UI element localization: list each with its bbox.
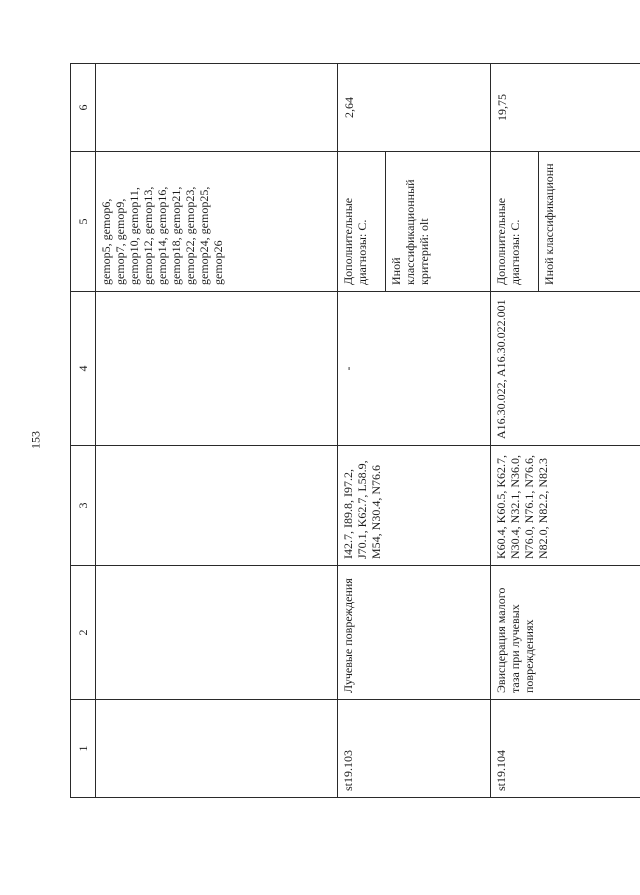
criteria-subtable <box>338 152 490 291</box>
header-row <box>71 64 96 798</box>
header-cell: 4 <box>71 292 96 446</box>
row-name: Лучевые повреждения <box>338 566 491 700</box>
header-cell: 3 <box>71 446 96 566</box>
row-code: st19.103 <box>338 700 491 798</box>
row-criteria-extra: Иной классификационн <box>539 152 640 291</box>
tariff-table <box>70 63 640 798</box>
row-criteria-cell <box>491 152 640 292</box>
row-services <box>96 292 338 446</box>
header-cell: 1 <box>71 700 96 798</box>
row-icd-codes: K60.4, K60.5, K62.7, N30.4, N32.1, N36.0, N76.0, N76.1, N76.6, N82.0, N82.2, N82.3 <box>491 446 640 566</box>
row-criteria: gemop5, gemop6, gemop7, gemop9, gemop10, gemop11, gemop12, gemop13, gemop14, gemop16, gemop18, gemop21, gemop22, gemop23, gemop24, gemop25, gemop26 <box>96 152 338 292</box>
header-cell: 5 <box>71 152 96 292</box>
page-number: 153 <box>28 431 43 449</box>
table-row <box>491 64 640 798</box>
row-services: A16.30.022, A16.30.022.001 <box>491 292 640 446</box>
criteria-subtable <box>491 152 640 291</box>
row-name <box>96 566 338 700</box>
row-coefficient: 19,75 <box>491 64 640 152</box>
table-row <box>338 64 491 798</box>
row-name: Эвисцерация малого таза при лучевых повреждениях <box>491 566 640 700</box>
row-criteria: Дополнительные диагнозы: С. <box>494 197 522 285</box>
row-code: st19.104 <box>491 700 640 798</box>
table-row <box>96 64 338 798</box>
row-criteria-cell <box>338 152 491 292</box>
row-coefficient: 2,64 <box>338 64 491 152</box>
row-code <box>96 700 338 798</box>
row-services: - <box>338 292 491 446</box>
rotated-table-container <box>70 64 556 798</box>
header-cell: 6 <box>71 64 96 152</box>
row-criteria: Дополнительные диагнозы: С. <box>341 197 369 285</box>
row-coefficient <box>96 64 338 152</box>
header-cell: 2 <box>71 566 96 700</box>
row-icd-codes <box>96 446 338 566</box>
row-icd-codes: I42.7, I89.8, I97.2, J70.1, K62.7, L58.9, M54, N30.4, N76.6 <box>338 446 491 566</box>
row-criteria-extra: Иной классификационный критерий: olt <box>386 152 491 291</box>
